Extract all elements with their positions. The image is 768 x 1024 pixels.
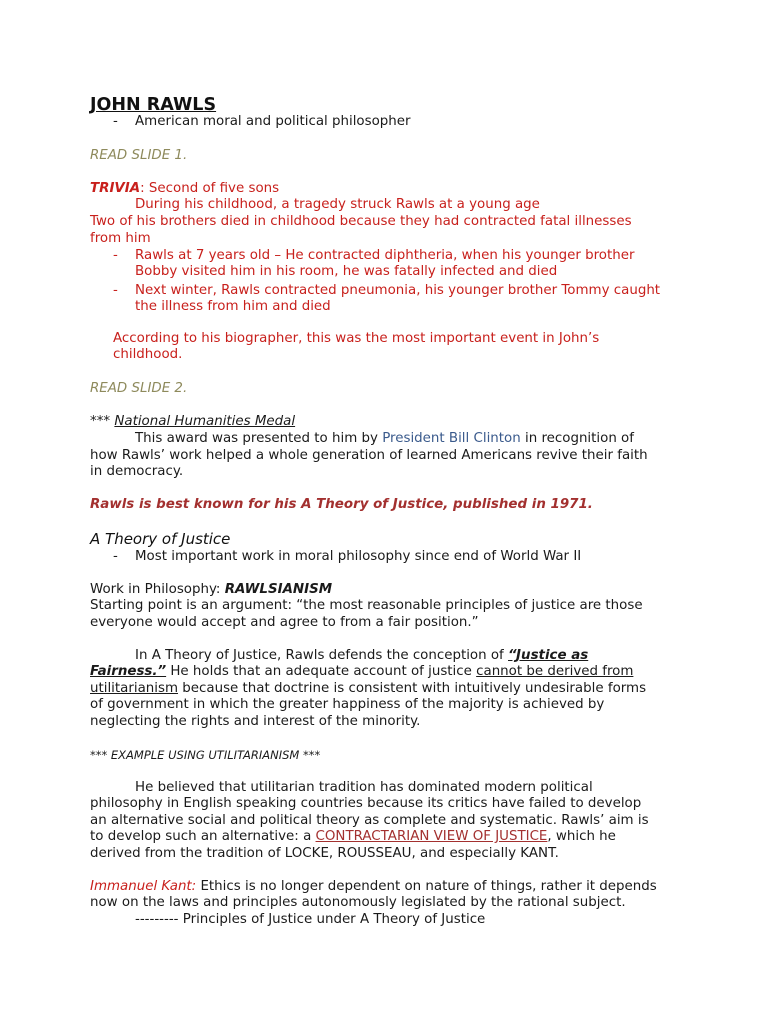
believed-line-5: derived from the tradition of LOCKE, ROUSSEAU, and especially KANT. <box>90 846 559 861</box>
justice-fairness-term: Fairness.” <box>90 664 167 679</box>
bullet-dash: - <box>113 248 118 263</box>
defends-line-2 <box>90 664 633 680</box>
bullet-diphtheria-1: Rawls at 7 years old – He contracted diphtheria, when his younger brother <box>135 248 635 263</box>
bullet-diphtheria-2: Bobby visited him in his room, he was fatally infected and died <box>135 264 558 279</box>
theory-heading: A Theory of Justice <box>90 530 231 548</box>
page-title: JOHN RAWLS <box>90 95 217 115</box>
believed-line-3: an alternative social and political theory as complete and systematic. Rawls’ aim is <box>90 813 649 828</box>
bullet-dash: - <box>113 114 118 129</box>
underlined-phrase: utilitarianism <box>90 681 179 696</box>
work-value: RAWLSIANISM <box>224 582 333 597</box>
defends-line-3 <box>90 681 646 697</box>
bullet-pneumonia-2: the illness from him and died <box>135 299 331 314</box>
medal-title: National Humanities Medal <box>114 414 296 429</box>
childhood-line: During his childhood, a tragedy struck Rawls at a young age <box>135 197 540 212</box>
trivia-line <box>90 181 279 197</box>
award-text: in recognition of <box>520 431 634 446</box>
underlined-phrase: cannot be derived from <box>476 664 634 679</box>
believed-line-1: He believed that utilitarian tradition has dominated modern political <box>135 780 593 795</box>
example-line: *** EXAMPLE USING UTILITARIANISM *** <box>90 748 321 762</box>
president-link[interactable]: President Bill Clinton <box>382 431 521 446</box>
work-label: Work in Philosophy: <box>90 582 225 597</box>
theory-bullet: Most important work in moral philosophy since end of World War II <box>135 549 582 564</box>
defends-line-4: of government in which the greater happiness of the majority is achieved by <box>90 697 605 712</box>
principles-line: --------- Principles of Justice under A Theory of Justice <box>135 912 486 927</box>
kant-label: Immanuel Kant: <box>90 879 197 894</box>
trivia-label: TRIVIA <box>90 181 141 196</box>
defends-text: In A Theory of Justice, Rawls defends the conception of <box>135 648 509 663</box>
work-line <box>90 582 332 598</box>
trivia-text: : Second of five sons <box>140 181 280 196</box>
believed-line-2: philosophy in English speaking countries because its critics have failed to develop <box>90 796 642 811</box>
defends-line-1 <box>135 648 588 664</box>
defends-text: He holds that an adequate account of justice <box>166 664 477 679</box>
brothers-line-2: from him <box>90 231 151 246</box>
defends-text: because that doctrine is consistent with intuitively undesirable forms <box>178 681 647 696</box>
best-known-line: Rawls is best known for his A Theory of Justice, published in 1971. <box>90 497 593 512</box>
believed-text: to develop such an alternative: a <box>90 829 316 844</box>
biographer-line-2: childhood. <box>113 347 183 362</box>
kant-text: Ethics is no longer dependent on nature of things, rather it depends <box>196 879 657 894</box>
believed-text: , which he <box>547 829 616 844</box>
intro-bullet: American moral and political philosopher <box>135 114 411 129</box>
biographer-line-1: According to his biographer, this was the most important event in John’s <box>113 331 600 346</box>
kant-line-1 <box>90 879 657 895</box>
bullet-dash: - <box>113 283 118 298</box>
read-slide-1: READ SLIDE 1. <box>90 148 188 163</box>
starting-line-1: Starting point is an argument: “the most reasonable principles of justice are those <box>90 598 643 613</box>
award-line-2: how Rawls’ work helped a whole generation of learned Americans revive their faith <box>90 448 648 463</box>
bullet-pneumonia-1: Next winter, Rawls contracted pneumonia, his younger brother Tommy caught <box>135 283 661 298</box>
award-line-1 <box>135 431 634 447</box>
bullet-dash: - <box>113 549 118 564</box>
contractarian-link[interactable]: CONTRACTARIAN VIEW OF JUSTICE <box>315 829 548 844</box>
read-slide-2: READ SLIDE 2. <box>90 381 188 396</box>
starting-line-2: everyone would accept and agree to from a fair position.” <box>90 615 479 630</box>
brothers-line-1: Two of his brothers died in childhood because they had contracted fatal illnesses <box>90 214 632 229</box>
medal-stars: *** <box>90 414 111 429</box>
defends-line-5: neglecting the rights and interest of the minority. <box>90 714 421 729</box>
medal-heading <box>90 414 295 430</box>
believed-line-4 <box>90 829 616 845</box>
justice-fairness-term: “Justice as <box>508 648 589 663</box>
kant-line-2: now on the laws and principles autonomously legislated by the rational subject. <box>90 895 626 910</box>
award-line-3: in democracy. <box>90 464 184 479</box>
award-text: This award was presented to him by <box>135 431 383 446</box>
